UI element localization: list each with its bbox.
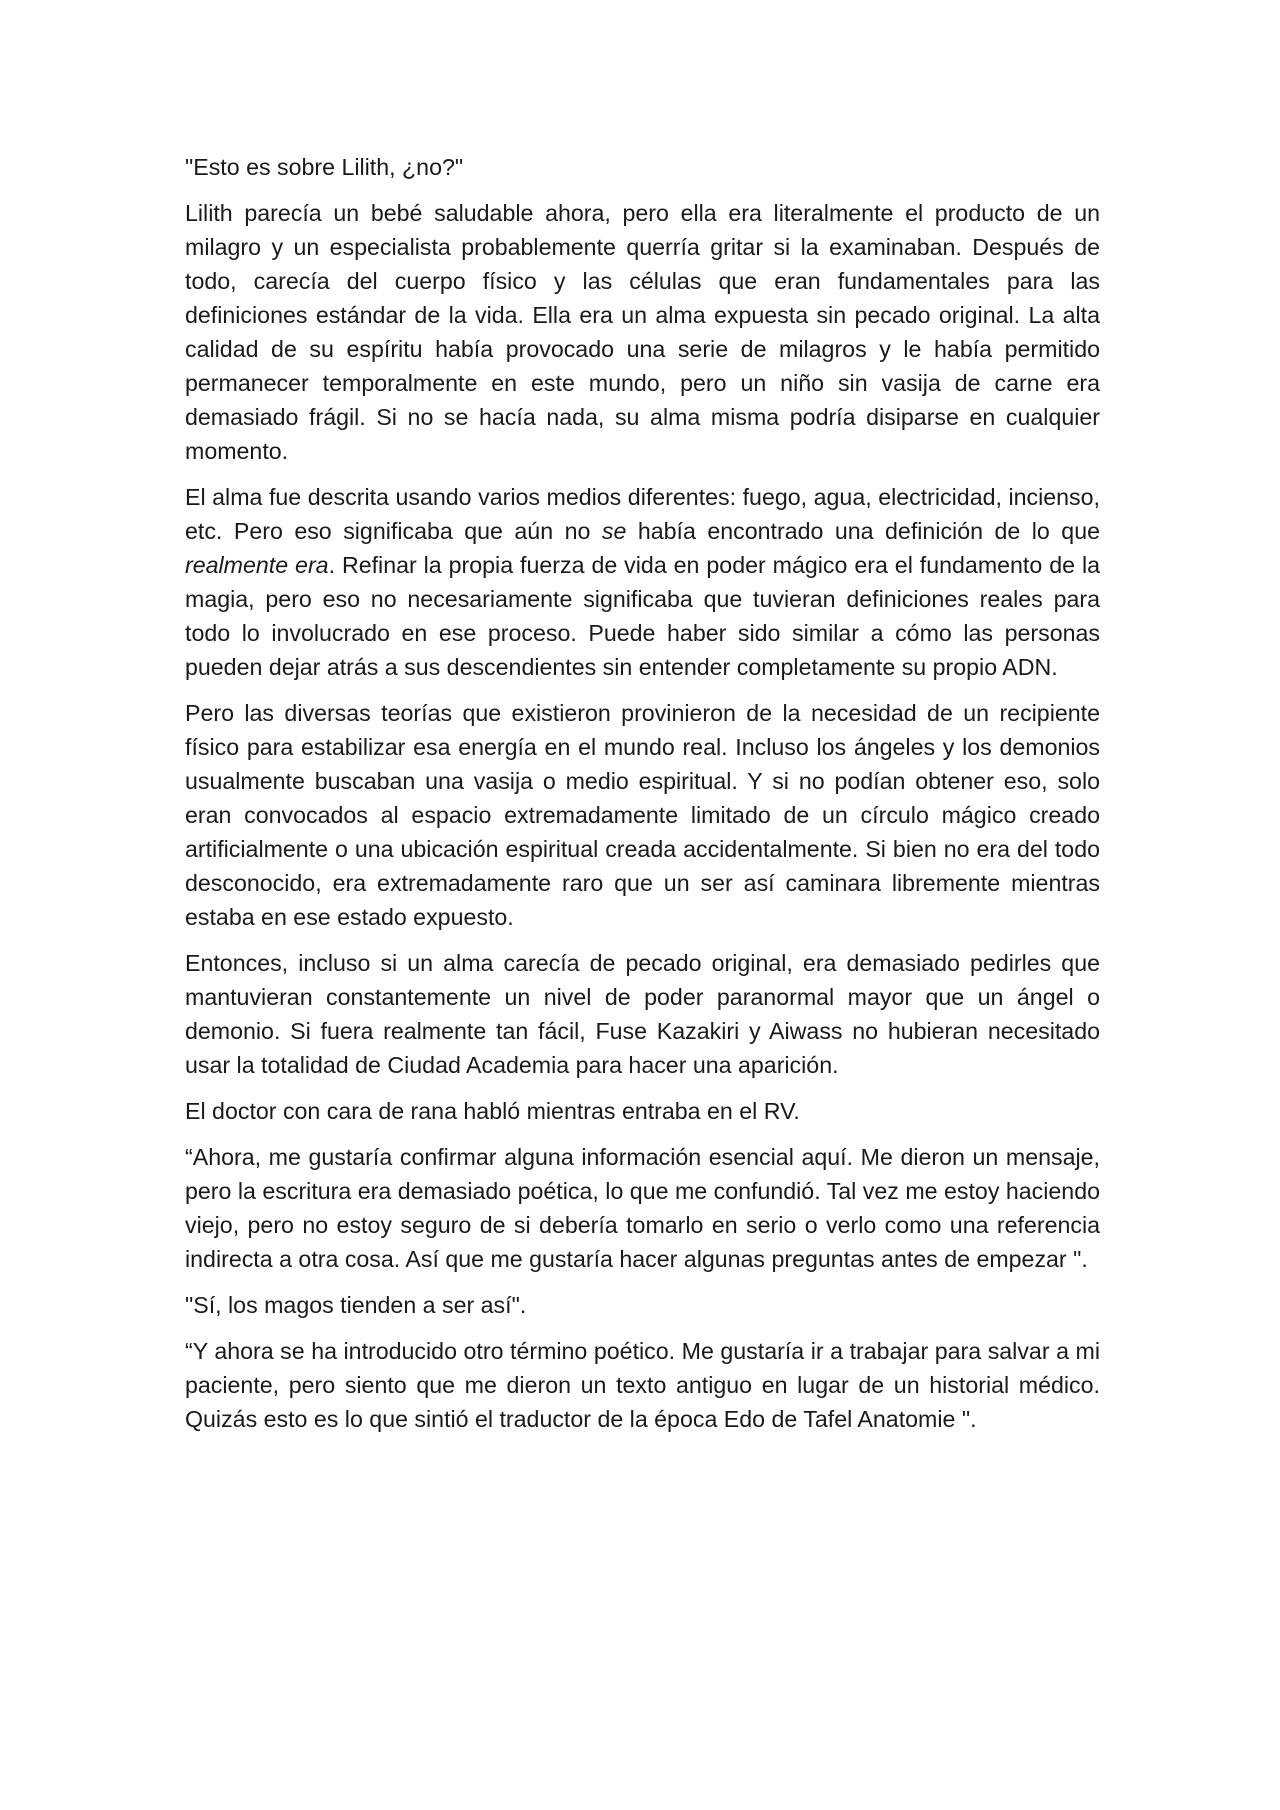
paragraph-4: Pero las diversas teorías que existieron provinieron de la necesidad de un recipiente físico para estabilizar esa energía en el mundo real. Incluso los ángeles y los demonios usualmente buscaban una vasija o medio espiritual. Y si no podían obtener eso, solo eran convocados al espacio extremadamente limitado de un círculo mágico creado artificialmente o una ubicación espiritual creada accidentalmente. Si bien no era del todo desconocido, era extremadamente raro que un ser así caminara libremente mientras estaba en ese estado expuesto. [185,700,1100,930]
paragraph-6: El doctor con cara de rana habló mientras entraba en el RV. [185,1098,800,1124]
paragraph-3-part-1: El alma fue descrita usando varios medios diferentes: fuego, agua, electricidad, incienso, etc. Pero eso significaba que aún no [185,484,1100,544]
paragraph-1: "Esto es sobre Lilith, ¿no?" [185,154,464,180]
paragraph-3-part-2: había encontrado una definición de lo que [626,518,1100,544]
paragraph-2: Lilith parecía un bebé saludable ahora, pero ella era literalmente el producto de un milagro y un especialista probablemente querría gritar si la examinaban. Después de todo, carecía del cuerpo físico y las células que eran fundamentales para las definiciones estándar de la vida. Ella era un alma expuesta sin pecado original. La alta calidad de su espíritu había provocado una serie de milagros y le había permitido permanecer temporalmente en este mundo, pero un niño sin vasija de carne era demasiado frágil. Si no se hacía nada, su alma misma podría disiparse en cualquier momento. [185,200,1100,464]
paragraph-7: “Ahora, me gustaría confirmar alguna información esencial aquí. Me dieron un mensaje, pero la escritura era demasiado poética, lo que me confundió. Tal vez me estoy haciendo viejo, pero no estoy seguro de si debería tomarlo en serio o verlo como una referencia indirecta a otra cosa. Así que me gustaría hacer algunas preguntas antes de empezar ". [185,1144,1100,1272]
paragraph-3-emphasis-1: se [601,518,627,544]
paragraph-9: “Y ahora se ha introducido otro término poético. Me gustaría ir a trabajar para salvar a mi paciente, pero siento que me dieron un texto antiguo en lugar de un historial médico. Quizás esto es lo que sintió el traductor de la época Edo de Tafel Anatomie ". [185,1338,1100,1432]
paragraph-3-emphasis-2: realmente era [185,552,329,578]
document-page [185,150,1100,1448]
paragraph-8: "Sí, los magos tienden a ser así". [185,1292,527,1318]
paragraph-3 [185,480,1100,684]
paragraph-3-part-3: . Refinar la propia fuerza de vida en poder mágico era el fundamento de la magia, pero eso no necesariamente significaba que tuvieran definiciones reales para todo lo involucrado en ese proceso. Puede haber sido similar a cómo las personas pueden dejar atrás a sus descendientes sin entender completamente su propio ADN. [185,552,1100,680]
paragraph-5: Entonces, incluso si un alma carecía de pecado original, era demasiado pedirles que mantuvieran constantemente un nivel de poder paranormal mayor que un ángel o demonio. Si fuera realmente tan fácil, Fuse Kazakiri y Aiwass no hubieran necesitado usar la totalidad de Ciudad Academia para hacer una aparición. [185,950,1100,1078]
